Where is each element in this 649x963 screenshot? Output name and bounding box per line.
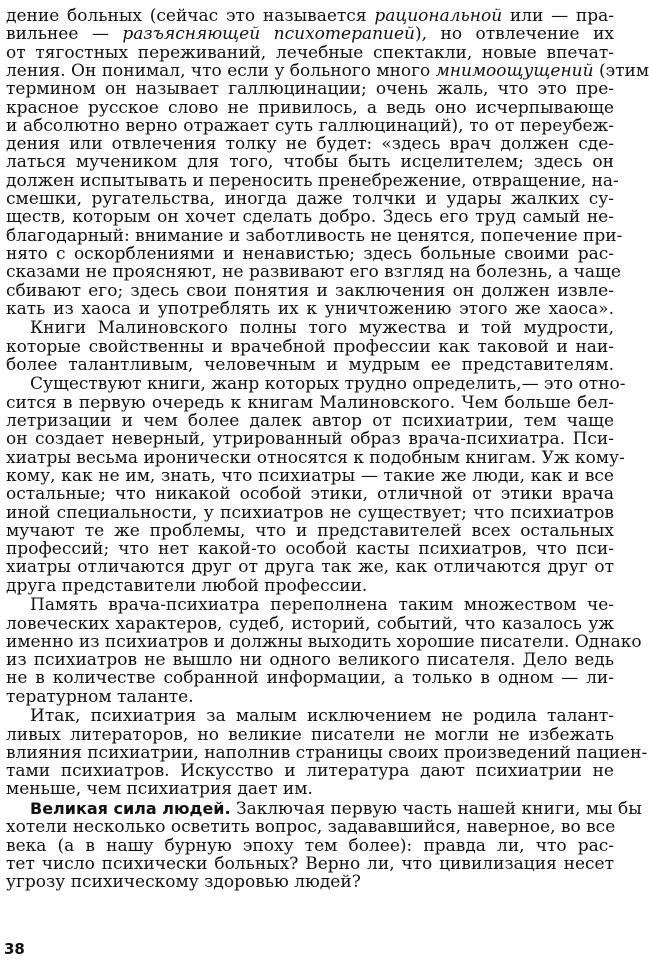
emphasized-term: рациональной: [374, 6, 503, 26]
section-heading: Великая сила людей.: [30, 798, 231, 818]
text-segment: сится в первую очередь к книгам Малиновского. Чем больше бел-: [6, 392, 614, 413]
text-segment: сказами не проясняют, не развивают его взгляд на болезнь, а чаще: [6, 262, 621, 283]
text-segment: тературном таланте.: [6, 686, 194, 707]
text-segment: или — пра-: [502, 6, 615, 26]
text-segment: мучают те же проблемы, что и представителей всех остальных: [6, 520, 614, 541]
text-segment: ществ, которым он хочет сделать добро. Здесь его труд самый не-: [6, 207, 614, 228]
text-segment: от тягостных переживаний, лечебные спектакли, новые впечат-: [6, 42, 614, 63]
text-segment: из психиатров не вышло ни одного великого писателя. Дело ведь: [6, 650, 614, 671]
text-segment: Память врача-психиатра переполнена таким множеством че-: [30, 595, 614, 616]
text-segment: влияния психиатрии, наполнив страницы своих произведений пациен-: [6, 742, 648, 763]
text-segment: Заключая первую часть нашей книги, мы бы: [230, 798, 642, 819]
text-segment: Существуют книги, жанр которых трудно определить,— это отно-: [30, 374, 626, 395]
text-segment: угрозу психическому здоровью людей?: [6, 872, 361, 893]
text-segment: вильнее —: [6, 24, 123, 45]
text-line: [6, 869, 614, 895]
text-segment: Книги Малиновского полны того мужества и той мудрости,: [30, 318, 614, 339]
text-segment: латься мучеником для того, чтобы быть исцелителем; здесь он: [6, 152, 614, 173]
text-segment: дение больных (сейчас это называется: [6, 6, 375, 26]
text-segment: ), но отвлечение их: [415, 24, 615, 45]
emphasized-term: разъясняющей психотерапией: [122, 24, 415, 45]
text-segment: ловеческих характеров, судеб, историй, событий, что казалось уж: [6, 613, 614, 634]
text-segment: тет число психически больных? Верно ли, что цивилизация несет: [6, 853, 614, 874]
text-segment: хотели несколько осветить вопрос, задававшийся, наверное, во все: [6, 817, 616, 838]
text-segment: летризации и чем более далек автор от психиатрии, тем чаще: [6, 411, 614, 431]
emphasized-term: мнимоощущений: [435, 60, 594, 81]
text-segment: века (а в нашу бурную эпоху тем более): правда ли, что рас-: [6, 835, 614, 856]
text-segment: благодарный: внимание и заботливость не ценятся, попечение при-: [6, 225, 623, 246]
text-segment: смешки, ругательства, иногда даже толчки и удары жалких су-: [6, 189, 614, 209]
text-segment: остальные; что никакой особой этики, отличной от этики врача: [6, 484, 614, 505]
text-segment: красное русское слово не привилось, а ведь оно исчерпывающе: [6, 97, 614, 118]
text-segment: нято с оскорблениями и ненавистью; здесь больные своими рас-: [6, 243, 614, 264]
text-segment: иной специальности, у психиатров не существует; что психиатров: [6, 502, 614, 523]
text-segment: не в количестве собранной информации, а только в одном — ли-: [6, 668, 614, 689]
text-segment: кать из хаоса и употреблять их к уничтожению этого же хаоса».: [6, 298, 614, 319]
text-segment: и абсолютно верно отражает суть галлюцинаций), то от переубеж-: [6, 115, 614, 136]
text-segment: (этим: [593, 60, 649, 81]
text-segment: профессий; что нет какой-то особой касты психиатров, что пси-: [6, 539, 614, 560]
text-segment: Итак, психиатрия за малым исключением не родила талант-: [30, 706, 614, 727]
page-number: 38: [4, 940, 25, 958]
text-segment: хиатры отличаются друг от друга так же, как отличаются друг от: [6, 557, 614, 578]
text-segment: дения или отвлечения толку не будет: «здесь врач должен сде-: [6, 134, 614, 155]
text-segment: более талантливым, человечным и мудрым ее представителям.: [6, 354, 614, 375]
text-segment: ливых литераторов, но великие писатели не могли не избежать: [6, 724, 614, 745]
text-segment: друга представители любой профессии.: [6, 575, 368, 596]
text-segment: меньше, чем психиатрия дает им.: [6, 779, 313, 800]
text-segment: он создает неверный, утрированный образ врача-психиатра. Пси-: [6, 429, 614, 450]
text-segment: которые свойственны и врачебной профессии как таковой и наи-: [6, 336, 614, 357]
text-segment: именно из психиатров и должны выходить хорошие писатели. Однако: [6, 631, 642, 652]
text-segment: термином он называет галлюцинации; очень жаль, что это пре-: [6, 79, 614, 100]
text-segment: хиатры весьма иронически относятся к подобным книгам. Уж кому-: [6, 447, 625, 468]
text-segment: тами психиатров. Искусство и литература дают психиатрии не: [6, 761, 614, 782]
text-segment: ления. Он понимал, что если у больного много: [6, 60, 436, 81]
text-segment: сбивают его; здесь свои понятия и заключения он должен извле-: [6, 280, 614, 301]
text-segment: должен испытывать и переносить пренебрежение, отвращение, на-: [6, 170, 619, 191]
text-segment: кому, как не им, знать, что психиатры — такие же люди, как и все: [6, 465, 614, 486]
